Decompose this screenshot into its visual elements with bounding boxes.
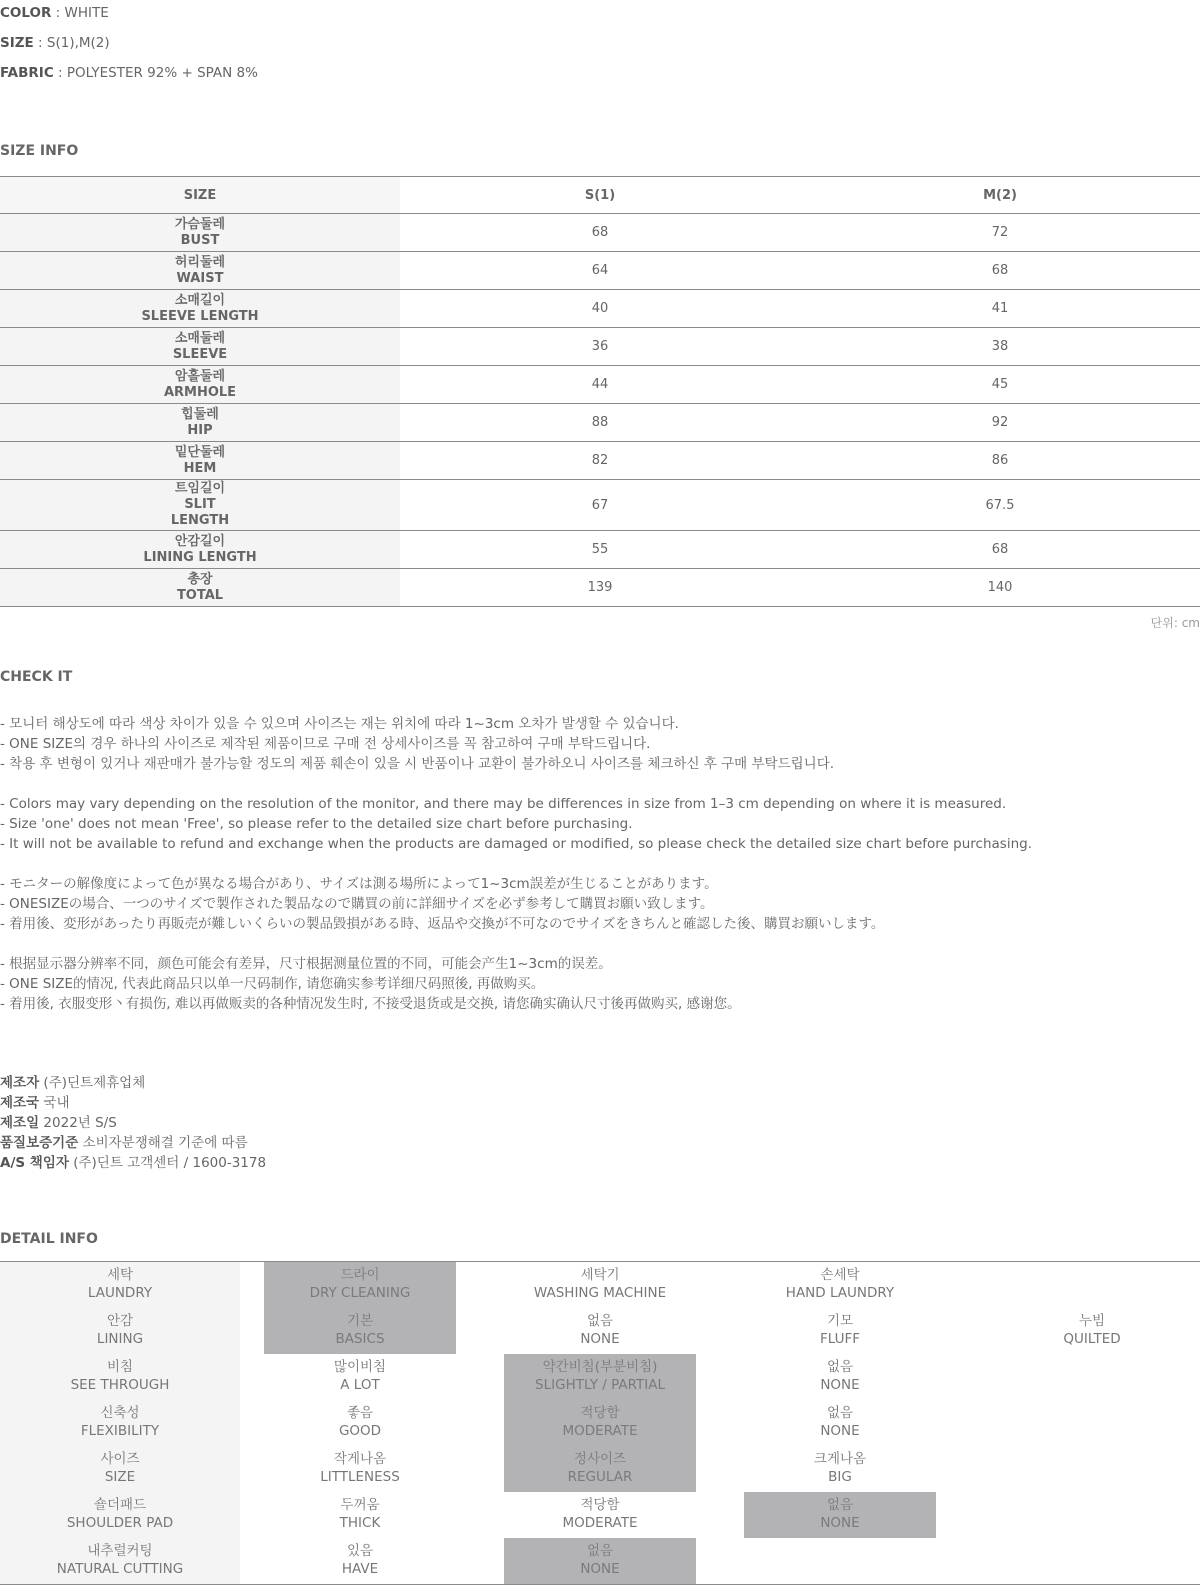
detail-option — [504, 1492, 696, 1538]
size-m-value: 67.5 — [800, 480, 1200, 531]
unit-note: 단위: cm — [1150, 616, 1200, 630]
size-row — [0, 214, 1200, 252]
detail-option-ko: 작게나옴 — [333, 1451, 387, 1467]
detail-row-label — [0, 1308, 240, 1354]
detail-option-ko: 세탁기 — [580, 1267, 620, 1283]
detail-option-ko: 적당함 — [580, 1497, 620, 1513]
detail-option-selected-en: NONE — [580, 1561, 620, 1577]
size-table — [0, 176, 1200, 607]
detail-row-label-en: SEE THROUGH — [70, 1377, 170, 1393]
size-row-label — [0, 328, 400, 366]
manufacturer-label: 제조자 — [0, 1075, 40, 1091]
detail-row-label — [0, 1446, 240, 1492]
detail-option-selected-en: BASICS — [335, 1331, 385, 1347]
size-label: SIZE — [0, 35, 34, 51]
size-row-label — [0, 214, 400, 252]
note-ja-2: - ONESIZEの場合、一つのサイズで製作された製品なので購買の前に詳細サイズを必ず参考して購買お願い致します。 — [0, 896, 714, 912]
detail-option-en: NONE — [820, 1377, 860, 1393]
detail-row-label — [0, 1538, 240, 1584]
as-value: (주)딘트 고객센터 / 1600-3178 — [73, 1155, 267, 1171]
detail-option — [744, 1262, 936, 1308]
color-spec: COLOR : WHITE — [0, 5, 109, 21]
size-row-label — [0, 290, 400, 328]
detail-row-label-ko: 내추럴커팅 — [87, 1543, 153, 1559]
size-m-value: 68 — [800, 531, 1200, 569]
size-table-header — [0, 177, 1200, 214]
detail-row — [0, 1354, 1200, 1400]
size-row-label-en-2: LENGTH — [170, 513, 230, 528]
size-row — [0, 290, 1200, 328]
size-row — [0, 404, 1200, 442]
detail-option-selected — [504, 1538, 696, 1584]
detail-option-selected — [264, 1262, 456, 1308]
detail-row-label — [0, 1262, 240, 1308]
detail-info-grid — [0, 1262, 1200, 1584]
detail-option-en: THICK — [339, 1515, 381, 1531]
detail-option-selected-ko: 기본 — [346, 1313, 374, 1329]
size-info-title: SIZE INFO — [0, 143, 79, 159]
note-en-1: - Colors may vary depending on the resolution of the monitor, and there may be differences in size from 1–3 cm depending on where it is measured. — [0, 796, 1007, 812]
detail-option-en: HAVE — [341, 1561, 379, 1577]
detail-option-selected-en: SLIGHTLY / PARTIAL — [535, 1377, 665, 1393]
size-m-value: 72 — [800, 214, 1200, 252]
size-row-label-ko: 트임길이 — [174, 481, 226, 496]
note-ja-1: - モニターの解像度によって色が異なる場合があり、サイズは測る場所によって1~3cm誤差が生じることがあります。 — [0, 876, 718, 892]
quality-label: 품질보증기준 — [0, 1135, 79, 1151]
detail-row — [0, 1446, 1200, 1492]
size-s-value: 67 — [400, 480, 800, 531]
manufacturer-info — [0, 1073, 266, 1173]
detail-option-en: LITTLENESS — [320, 1469, 400, 1485]
detail-row-label — [0, 1400, 240, 1446]
size-row-label-en: TOTAL — [176, 587, 224, 603]
note-ko-2: - ONE SIZE의 경우 하나의 사이즈로 제작된 제품이므로 구매 전 상세사이즈를 꼭 참고하여 구매 부탁드립니다. — [0, 736, 651, 752]
detail-option — [264, 1354, 456, 1400]
size-row-label-ko: 총장 — [187, 571, 213, 587]
size-row — [0, 366, 1200, 404]
detail-row — [0, 1262, 1200, 1308]
fabric-spec: FABRIC : POLYESTER 92% + SPAN 8% — [0, 65, 258, 81]
detail-option-ko: 없음 — [826, 1405, 854, 1421]
size-s-value: 88 — [400, 404, 800, 442]
detail-option-selected-en: DRY CLEANING — [309, 1285, 411, 1301]
size-row — [0, 531, 1200, 569]
detail-option — [744, 1354, 936, 1400]
detail-option-ko: 크게나옴 — [813, 1451, 867, 1467]
detail-option-selected-ko: 적당함 — [580, 1405, 620, 1421]
size-row-label — [0, 569, 400, 607]
detail-bottom-rule — [0, 1584, 1200, 1585]
detail-option-en: BIG — [828, 1469, 852, 1485]
size-row-label-en: ARMHOLE — [163, 384, 237, 400]
detail-option-selected — [264, 1308, 456, 1354]
detail-option — [984, 1308, 1200, 1354]
detail-option-ko: 많이비침 — [333, 1359, 387, 1375]
date-value: 2022년 S/S — [43, 1115, 117, 1131]
size-row-label-ko: 힙둘레 — [181, 406, 219, 422]
detail-row-label-en: FLEXIBILITY — [80, 1423, 160, 1439]
size-s-value: 82 — [400, 442, 800, 480]
detail-option-selected — [504, 1400, 696, 1446]
detail-row — [0, 1400, 1200, 1446]
note-en-2: - Size 'one' does not mean 'Free', so please refer to the detailed size chart before purchasing. — [0, 816, 633, 832]
size-row-label-en: WAIST — [176, 270, 224, 286]
size-row-label — [0, 404, 400, 442]
color-value: WHITE — [64, 5, 109, 21]
size-row-label — [0, 366, 400, 404]
size-header: SIZE — [0, 177, 400, 214]
size-s-value: 68 — [400, 214, 800, 252]
detail-row-label-en: LINING — [96, 1331, 144, 1347]
size-m-value: 45 — [800, 366, 1200, 404]
detail-option-en: NONE — [580, 1331, 620, 1347]
detail-option-selected — [504, 1354, 696, 1400]
size-row-label — [0, 442, 400, 480]
size-m-value: 92 — [800, 404, 1200, 442]
note-ko-3: - 착용 후 변형이 있거나 재판매가 불가능할 정도의 제품 훼손이 있을 시 반품이나 교환이 불가하오니 사이즈를 체크하신 후 구매 부탁드립니다. — [0, 756, 835, 772]
size-row-label-ko: 안감길이 — [174, 533, 226, 549]
size-row-label-ko: 밑단둘레 — [174, 444, 226, 460]
detail-row-label — [0, 1354, 240, 1400]
detail-option-selected — [504, 1446, 696, 1492]
detail-option-selected-en: REGULAR — [567, 1469, 633, 1485]
detail-option-en: FLUFF — [819, 1331, 861, 1347]
size-row-label-ko: 허리둘레 — [174, 254, 226, 270]
size-row-label-en: SLEEVE LENGTH — [141, 308, 259, 324]
note-ko-1: - 모니터 해상도에 따라 색상 차이가 있을 수 있으며 사이즈는 재는 위치에 따라 1~3cm 오차가 발생할 수 있습니다. — [0, 716, 679, 732]
detail-option — [744, 1446, 936, 1492]
detail-option-selected — [744, 1492, 936, 1538]
detail-option — [504, 1262, 696, 1308]
detail-option-selected-en: NONE — [820, 1515, 860, 1531]
detail-info-title: DETAIL INFO — [0, 1231, 98, 1247]
size-row — [0, 442, 1200, 480]
detail-option — [504, 1308, 696, 1354]
detail-option — [744, 1400, 936, 1446]
detail-option — [264, 1446, 456, 1492]
note-zh-1: - 根据显示器分辨率不同，颜色可能会有差异，尺寸根据测量位置的不同，可能会产生1~3cm的误差。 — [0, 956, 612, 972]
date-label: 제조일 — [0, 1115, 40, 1131]
size-s-value: 44 — [400, 366, 800, 404]
detail-option-ko: 기모 — [826, 1313, 854, 1329]
size-row-label-ko: 암홀둘레 — [174, 368, 226, 384]
detail-row-label-ko: 사이즈 — [100, 1451, 140, 1467]
size-m-value: 140 — [800, 569, 1200, 607]
size-s-value: 64 — [400, 252, 800, 290]
detail-row-label-ko: 숄더패드 — [93, 1497, 147, 1513]
detail-option-selected-ko: 없음 — [826, 1497, 854, 1513]
detail-option-ko: 두꺼움 — [340, 1497, 380, 1513]
detail-row-label-en: SIZE — [104, 1469, 136, 1485]
detail-row-label-ko: 세탁 — [106, 1267, 134, 1283]
size-s-header: S(1) — [400, 177, 800, 214]
size-m-header: M(2) — [800, 177, 1200, 214]
size-row — [0, 252, 1200, 290]
manufacturer-value: (주)딘트제휴업체 — [43, 1075, 146, 1091]
detail-option-en: MODERATE — [562, 1515, 638, 1531]
size-row — [0, 480, 1200, 531]
detail-option-en: QUILTED — [1063, 1331, 1121, 1347]
detail-option-selected-en: MODERATE — [562, 1423, 638, 1439]
size-value: S(1),M(2) — [46, 35, 110, 51]
detail-row-label — [0, 1492, 240, 1538]
detail-option-ko: 누빔 — [1078, 1313, 1106, 1329]
detail-option-en: NONE — [820, 1423, 860, 1439]
detail-option-ko: 좋음 — [346, 1405, 374, 1421]
size-s-value: 40 — [400, 290, 800, 328]
size-spec: SIZE : S(1),M(2) — [0, 35, 110, 51]
check-it-title: CHECK IT — [0, 669, 73, 685]
size-row-label-en: HEM — [183, 460, 217, 476]
detail-option-en: GOOD — [338, 1423, 382, 1439]
detail-row-label-ko: 신축성 — [100, 1405, 140, 1421]
detail-option-ko: 손세탁 — [820, 1267, 860, 1283]
size-row-label-en: SLIT — [184, 497, 216, 512]
color-label: COLOR — [0, 5, 52, 21]
size-row — [0, 569, 1200, 607]
size-row-label-ko: 가슴둘레 — [174, 216, 226, 232]
detail-option-en: HAND LAUNDRY — [785, 1285, 895, 1301]
quality-value: 소비자분쟁해결 기준에 따름 — [82, 1135, 248, 1151]
size-m-value: 41 — [800, 290, 1200, 328]
note-zh-2: - ONE SIZE的情况, 代表此商品只以单一尺码制作, 请您确实参考详细尺码照後, 再做购买。 — [0, 976, 545, 992]
size-row-label — [0, 252, 400, 290]
fabric-value: POLYESTER 92% + SPAN 8% — [66, 65, 258, 81]
size-m-value: 86 — [800, 442, 1200, 480]
note-zh-3: - 着用後, 衣服变形丶有损伤, 难以再做贩卖的各种情况发生时, 不接受退货或是交换, 请您确实确认尺寸後再做购买, 感谢您。 — [0, 996, 741, 1012]
detail-option-selected-ko: 없음 — [586, 1543, 614, 1559]
size-s-value: 139 — [400, 569, 800, 607]
country-label: 제조국 — [0, 1095, 40, 1111]
size-m-value: 68 — [800, 252, 1200, 290]
as-label: A/S 책임자 — [0, 1155, 69, 1171]
detail-option-selected-ko: 드라이 — [340, 1267, 380, 1283]
size-row-label — [0, 531, 400, 569]
detail-row-label-en: SHOULDER PAD — [66, 1515, 174, 1531]
detail-option — [264, 1400, 456, 1446]
detail-option-ko: 없음 — [586, 1313, 614, 1329]
note-ja-3: - 着用後、変形があったり再販売が難しいくらいの製品毀損がある時、返品や交換が不可なのでサイズをきちんと確認した後、購買お願いします。 — [0, 916, 885, 932]
detail-row — [0, 1308, 1200, 1354]
detail-option — [264, 1538, 456, 1584]
detail-option — [264, 1492, 456, 1538]
note-en-3: - It will not be available to refund and exchange when the products are damaged or modified, so please check the detailed size chart before purchasing. — [0, 836, 1032, 852]
size-row-label-en: LINING LENGTH — [143, 549, 257, 565]
size-row-label-ko: 소매길이 — [174, 292, 226, 308]
detail-row-label-en: LAUNDRY — [87, 1285, 153, 1301]
detail-option-en: A LOT — [340, 1377, 380, 1393]
size-s-value: 55 — [400, 531, 800, 569]
check-it-notes — [0, 714, 1032, 1014]
size-row-label-ko: 소매둘레 — [174, 330, 226, 346]
size-row-label-en: SLEEVE — [172, 346, 228, 362]
country-value: 국내 — [43, 1095, 70, 1111]
fabric-label: FABRIC — [0, 65, 54, 81]
size-row-label-en: BUST — [180, 232, 220, 248]
detail-row-label-ko: 비침 — [106, 1359, 134, 1375]
detail-option — [744, 1308, 936, 1354]
size-row — [0, 328, 1200, 366]
size-m-value: 38 — [800, 328, 1200, 366]
detail-row-label-ko: 안감 — [106, 1313, 134, 1329]
size-row-label — [0, 480, 400, 531]
detail-row — [0, 1538, 1200, 1584]
detail-option-ko: 없음 — [826, 1359, 854, 1375]
detail-row-label-en: NATURAL CUTTING — [56, 1561, 184, 1577]
size-s-value: 36 — [400, 328, 800, 366]
size-row-label-en: HIP — [187, 422, 213, 438]
detail-option-selected-ko: 정사이즈 — [573, 1451, 627, 1467]
detail-option-ko: 있음 — [346, 1543, 374, 1559]
detail-row — [0, 1492, 1200, 1538]
detail-option-selected-ko: 약간비침(부분비침) — [542, 1359, 658, 1375]
detail-option-en: WASHING MACHINE — [533, 1285, 667, 1301]
